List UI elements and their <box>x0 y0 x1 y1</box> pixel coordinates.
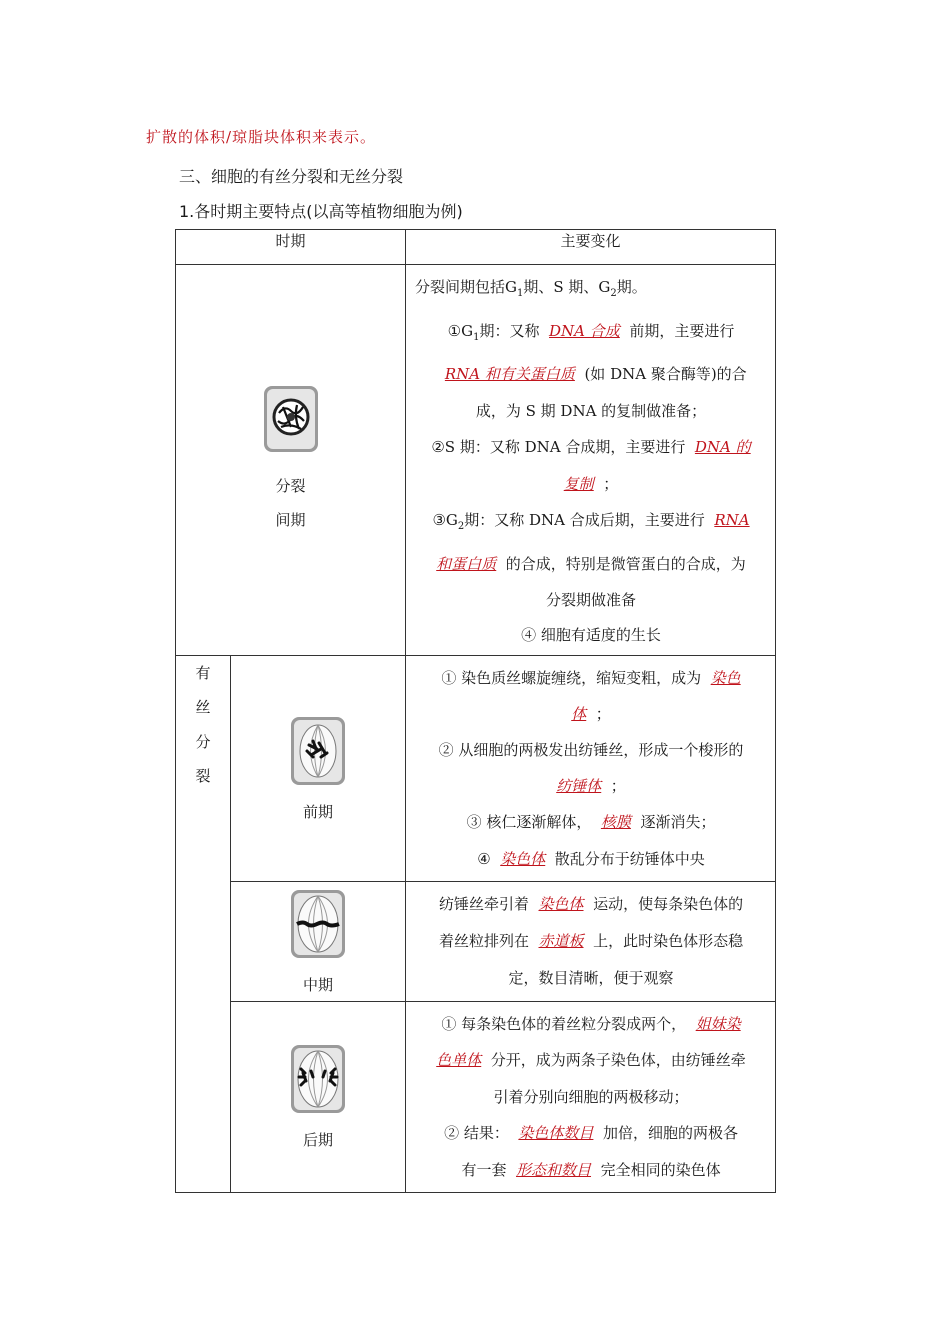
anaphase-label: 后期 <box>303 1131 334 1150</box>
g1-text-2: 前期，主要进行 <box>629 321 735 340</box>
answer-anaphase-2: 染色体数目 <box>518 1124 594 1143</box>
prophase-l3: ② 从细胞的两极发出纺锤丝，形成一个梭形的 <box>438 740 744 759</box>
metaphase-l3: 定，数目清晰，便于观察 <box>508 968 674 987</box>
s-text: ②S 期：又称 DNA 合成期，主要进行 <box>431 438 686 456</box>
interphase-box <box>176 383 405 537</box>
subsection-title: 1.各时期主要特点(以高等植物细胞为例) <box>179 202 463 221</box>
g1-text-4: 成，为 S 期 DNA 的复制做准备； <box>475 401 707 420</box>
anaphase-l2: 分开，成为两条子染色体，由纺锤丝牵 <box>490 1051 746 1070</box>
prophase-cell <box>231 655 406 881</box>
g1-prefix: ①G <box>447 321 474 340</box>
answer-g1-name: DNA 合成 <box>549 321 620 340</box>
anaphase-l5: 有一套 <box>461 1160 507 1179</box>
interphase-image <box>176 383 405 455</box>
answer-metaphase-1: 染色体 <box>538 894 584 913</box>
metaphase-changes <box>406 881 776 1001</box>
answer-prophase-4: 染色体 <box>500 849 546 868</box>
anaphase-l3: 引着分别向细胞的两极移动； <box>493 1087 689 1106</box>
anaphase-l5b: 完全相同的染色体 <box>600 1160 721 1179</box>
mitosis-char-1: 有 <box>195 663 211 682</box>
intro-line: 扩散的体积/琼脂块体积来表示。 <box>146 128 377 146</box>
prophase-l2: ； <box>595 704 611 723</box>
sub-1b: 1 <box>473 331 480 343</box>
metaphase-cell <box>231 881 406 1001</box>
prophase-changes <box>406 655 776 881</box>
answer-g2-1: RNA <box>714 511 750 529</box>
metaphase-l1: 纺锤丝牵引着 <box>438 894 529 913</box>
prophase-l1: ① 染色质丝螺旋缠绕，缩短变粗，成为 <box>441 668 702 687</box>
mitosis-label-cell <box>176 655 231 1193</box>
sub-2b: 2 <box>457 521 465 532</box>
interphase-intro-mid: 期、S 期、G <box>523 278 611 296</box>
table-row-prophase <box>176 655 776 881</box>
header-period: 时期 <box>176 230 406 265</box>
metaphase-cell-icon <box>289 888 347 960</box>
answer-prophase-2: 纺锤体 <box>556 777 602 796</box>
answer-anaphase-1b: 色单体 <box>436 1051 482 1070</box>
prophase-label: 前期 <box>303 802 334 821</box>
g2-prefix: ③G <box>432 511 458 529</box>
g2-text-2: 的合成，特别是微管蛋白的合成，为 <box>505 554 746 573</box>
prophase-l5: ③ 核仁逐渐解体， <box>466 813 592 832</box>
prophase-l6: ④ <box>477 849 491 868</box>
interphase-label-1: 分裂 <box>275 476 306 495</box>
s-end: ； <box>603 474 619 493</box>
phase-table <box>175 229 776 1193</box>
interphase-label-2: 间期 <box>275 510 306 529</box>
anaphase-changes <box>406 1001 776 1193</box>
section-title: 三、细胞的有丝分裂和无丝分裂 <box>179 167 404 186</box>
g1-text: 期：又称 <box>479 321 540 340</box>
mitosis-char-4: 裂 <box>195 767 211 785</box>
table-row-metaphase <box>176 881 776 1001</box>
g2-text-3: 分裂期做准备 <box>546 591 637 609</box>
interphase-cell <box>176 265 406 656</box>
answer-prophase-1b: 体 <box>571 704 587 723</box>
mitosis-char-2: 丝 <box>195 698 211 716</box>
anaphase-l4b: 加倍，细胞的两极各 <box>602 1124 738 1143</box>
prophase-cell-icon <box>289 715 347 787</box>
interphase-changes <box>406 265 776 656</box>
table-header-row <box>176 230 776 265</box>
answer-prophase-1: 染色 <box>710 668 741 687</box>
metaphase-l2: 着丝粒排列在 <box>438 931 529 950</box>
answer-s-1: DNA 的 <box>694 438 751 456</box>
answer-metaphase-2: 赤道板 <box>538 931 584 950</box>
anaphase-cell-icon <box>289 1043 347 1115</box>
growth-text: ④ 细胞有适度的生长 <box>521 625 661 644</box>
prophase-l4: ； <box>610 777 626 796</box>
answer-g1-synthesis: RNA 和有关蛋白质 <box>444 365 575 383</box>
anaphase-cell <box>231 1001 406 1193</box>
anaphase-l1: ① 每条染色体的着丝粒分裂成两个， <box>441 1014 687 1033</box>
header-change: 主要变化 <box>406 230 776 265</box>
table-row-interphase <box>176 265 776 656</box>
interphase-intro: 分裂间期包括G <box>415 278 517 296</box>
g2-text: 期：又称 DNA 合成后期，主要进行 <box>464 511 705 529</box>
mitosis-char-3: 分 <box>195 732 211 751</box>
interphase-intro-end: 期。 <box>616 278 647 296</box>
answer-prophase-3: 核膜 <box>600 813 631 832</box>
metaphase-l2b: 上，此时染色体形态稳 <box>593 931 744 950</box>
metaphase-l1b: 运动，使每条染色体的 <box>593 894 744 913</box>
prophase-l5b: 逐渐消失； <box>640 813 716 832</box>
answer-g2-2: 和蛋白质 <box>436 554 497 573</box>
anaphase-l4: ② 结果： <box>444 1124 509 1143</box>
interphase-cell-icon <box>261 383 321 455</box>
answer-s-2: 复制 <box>563 474 594 493</box>
metaphase-label: 中期 <box>303 975 334 994</box>
answer-anaphase-1: 姐妹染 <box>695 1014 741 1033</box>
sub-1: 1 <box>517 288 524 299</box>
table-row-anaphase <box>176 1001 776 1193</box>
answer-anaphase-3: 形态和数目 <box>516 1160 592 1179</box>
sub-2: 2 <box>610 288 617 299</box>
g1-text-3: (如 DNA 聚合酶等)的合 <box>584 365 747 383</box>
prophase-l6b: 散乱分布于纺锤体中央 <box>554 849 705 868</box>
